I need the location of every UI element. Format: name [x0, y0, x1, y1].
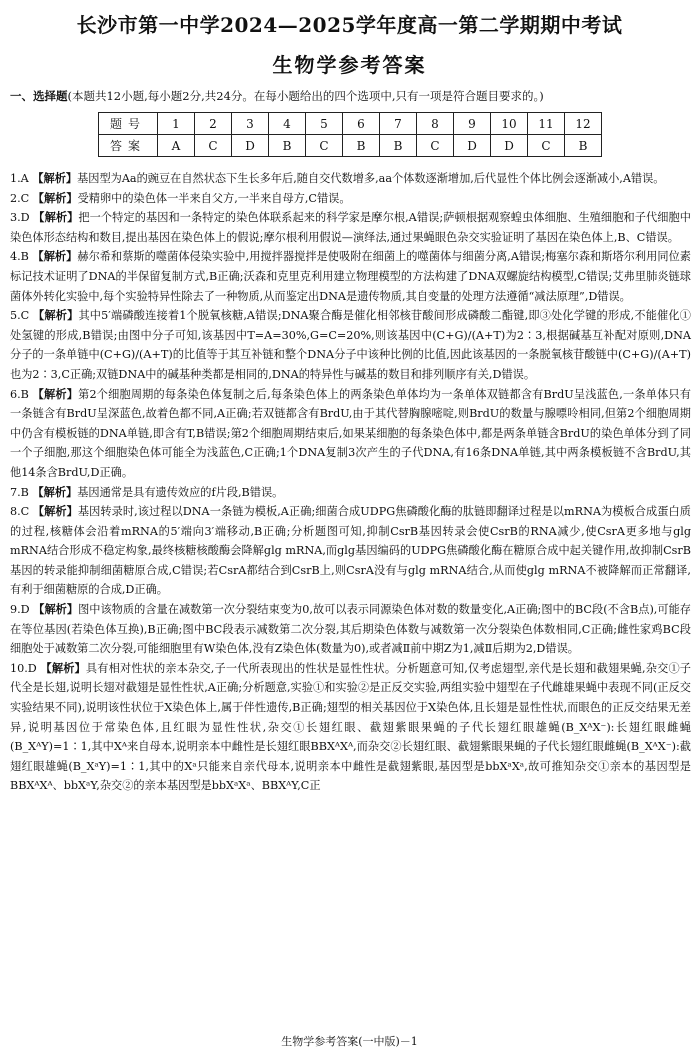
answer-table-number-row	[99, 113, 602, 135]
answer-cell: C	[417, 135, 454, 157]
question-number: 1	[158, 113, 195, 135]
page-subtitle: 生物学参考答案	[272, 53, 427, 77]
explanation-item	[10, 169, 691, 189]
item-tag: 【解析】	[32, 484, 78, 499]
explanation-item	[10, 659, 691, 796]
question-number: 5	[306, 113, 343, 135]
explanation-item	[10, 208, 691, 247]
question-number: 2	[195, 113, 232, 135]
item-number: 4.B	[10, 250, 29, 264]
answer-cell: C	[306, 135, 343, 157]
answer-cell: C	[528, 135, 565, 157]
item-tag: 【解析】	[32, 308, 79, 323]
section-note: (本题共12小题,每小题2分,共24分。在每小题给出的四个选项中,只有一项是符合题目要求的。)	[67, 89, 544, 103]
question-number: 12	[565, 113, 602, 135]
answer-cell: B	[565, 135, 602, 157]
item-number: 3.D	[10, 211, 30, 225]
item-number: 9.D	[10, 603, 30, 617]
item-tag: 【解析】	[32, 171, 78, 185]
item-number: 10.D	[10, 661, 37, 675]
item-text: 具有相对性状的亲本杂交,子一代所表现出的性状是显性性状。分析题意可知,仅考虑翅型,亲代是长翅和截翅果蝇,杂交①子代全是长翅,说明长翅对截翅是显性性状,A正确;分析题意,实验①和实验②是正反交实验,两组实验中翅型在子代雌雄果蝇中表现不同(正反交实验结果不同),说明该性状位于X染色体上,属于伴性遗传,B正确;翅型的相关基因位于X染色体,且长翅是显性性状,而眼色的正反交结果无差异,说明基因位于常染色体,且红眼为显性性状,杂交①长翅红眼、截翅紫眼果蝇的子代长翅红眼雄蝇(B_XᴬX⁻):长翅红眼雌蝇(B_XᴬY)=1∶1,其中Xᴬ来自母本,说明亲本中雌性是长翅红眼BBXᴬXᴬ,而杂交②长翅红眼、截翅紫眼果蝇的子代长翅红眼雌蝇(B_XᴬX⁻):截翅红眼雄蝇(B_XᵃY)=1∶1,其中的Xᵃ只能来自亲代母本,说明亲本中雌性是截翅紫眼,基因型是bbXᵃXᵃ,故可推知杂交①亲本的基因型是BBXᴬXᴬ、bbXᵃY,杂交②的亲本基因型是bbXᵃXᵃ、BBXᴬY,C正	[10, 661, 691, 793]
item-tag: 【解析】	[33, 602, 79, 617]
item-tag: 【解析】	[32, 249, 78, 264]
item-number: 7.B	[10, 485, 29, 499]
item-text: 受精卵中的染色体一半来自父方,一半来自母方,C错误。	[77, 191, 351, 205]
item-tag: 【解析】	[32, 386, 79, 401]
item-text: 基因型为Aa的豌豆在自然状态下生长多年后,随自交代数增多,aa个体数逐渐增加,后代显性个体比例会逐渐减小,A错误。	[77, 172, 665, 185]
answer-cell: B	[380, 135, 417, 157]
answer-cell: D	[232, 135, 269, 157]
answer-cell: D	[454, 135, 491, 157]
question-number: 8	[417, 113, 454, 135]
section-heading	[10, 88, 544, 104]
page-title: 长沙市第一中学2024—2025学年度高一第二学期期中考试	[76, 13, 623, 37]
item-number: 6.B	[10, 387, 29, 401]
answer-cell: D	[491, 135, 528, 157]
page-footer: 生物学参考答案(一中版)－1	[281, 1035, 418, 1048]
item-tag: 【解析】	[33, 210, 79, 225]
question-number: 6	[343, 113, 380, 135]
answer-table-answer-row	[99, 135, 602, 157]
explanation-item	[10, 502, 691, 600]
explanation-item	[10, 600, 691, 659]
explanation-item	[10, 385, 691, 483]
item-text: 基因通常是具有遗传效应的f片段,B错误。	[77, 485, 284, 499]
item-number: 8.C	[10, 505, 30, 519]
item-tag: 【解析】	[40, 660, 86, 675]
item-tag: 【解析】	[32, 190, 78, 205]
item-text: 把一个特定的基因和一条特定的染色体联系起来的科学家是摩尔根,A错误;萨顿根据观察蝗虫体细胞、生殖细胞和子代细胞中染色体形态结构和数目,提出基因在染色体上的假说;摩尔根利用假说—演绎法,通过果蝇眼色杂交实验证明了基因在染色体上,B、C错误。	[10, 211, 691, 244]
item-text: 图中该物质的含量在减数第一次分裂结束变为0,故可以表示同源染色体对数的数量变化,A正确;图中的BC段(不含B点),可能存在等位基因(若染色体互换),B正确;图中BC段表示减数第二次分裂,其后期染色体数与减数第一次分裂染色体数相同,C正确;雌性家鸡BC段细胞处于减数第二次分裂,可能细胞里有W染色体,没有Z染色体(数量为0),或者减Ⅱ前中期Z为1,减Ⅱ后期为2,D错误。	[10, 603, 691, 656]
explanation-item	[10, 306, 691, 384]
question-number: 10	[491, 113, 528, 135]
item-number: 1.A	[10, 172, 29, 185]
item-tag: 【解析】	[32, 504, 78, 519]
question-number: 11	[528, 113, 565, 135]
item-number: 2.C	[10, 191, 30, 205]
question-number: 7	[380, 113, 417, 135]
answer-cell: B	[343, 135, 380, 157]
answer-table	[98, 112, 602, 157]
question-number: 9	[454, 113, 491, 135]
item-text: 其中5′端磷酸连接着1个脱氧核糖,A错误;DNA聚合酶是催化相邻核苷酸间形成磷酸二酯键,即③处化学键的形成,不能催化①处氢键的形成,B错误;由图中分子可知,该基因中T=A=30%,G=C=20%,则该基因中(C+G)/(A+T)为2∶3,根据碱基互补配对原则,DNA分子的一条单链中(C+G)/(A+T)的比值等于其互补链和整个DNA分子中该种比例的比值,因此该基因的一条脱氧核苷酸链中(C+G)/(A+T)也为2∶3,C正确;双链DNA中的碱基种类都是相同的,DNA的特异性与碱基的数目和排列顺序有关,D错误。	[10, 309, 691, 381]
section-label: 一、选择题	[10, 89, 68, 103]
answer-cell: A	[158, 135, 195, 157]
answer-table-row-label: 题号	[99, 113, 158, 135]
explanation-item	[10, 483, 691, 503]
item-text: 基因转录时,该过程以DNA一条链为模板,A正确;细菌合成UDPG焦磷酸化酶的肽链即翻译过程是以mRNA为模板合成蛋白质的过程,核糖体会沿着mRNA的5′端向3′端移动,B正确;分析题图可知,抑制CsrB基因转录会使CsrB的RNA减少,使CsrA更多地与glg mRNA结合形成不稳定构象,最终核糖核酸酶会降解glg mRNA,而glg基因编码的UDPG焦磷酸化酶在糖原合成中起关键作用,故抑制CsrB基因的转录能抑制细菌糖原合成,C错误;若CsrA都结合到CsrB上,则CsrA没有与glg mRNA结合,从而使glg mRNA不被降解而正常翻译,有利于细菌糖原的合成,D正确。	[10, 505, 691, 597]
answer-explanations	[10, 169, 691, 796]
item-text: 第2个细胞周期的每条染色体复制之后,每条染色体上的两条染色单体均为一条单体双链都含有BrdU呈浅蓝色,一条单体只有一条链含有BrdU呈深蓝色,故着色都不同,A正确;若双链都含有BrdU,由于其代替胸腺嘧啶,则BrdU的数量与腺嘌呤相同,但第2个细胞周期中仍含有模板链的DNA单链,即含有T,B错误;第2个细胞周期结束后,如果某细胞的每条染色体中,都是两条单链含BrdU的染色单体分到了同一个子细胞,那这个细胞染色体可能全为浅蓝色,C正确;1个DNA复制3次产生的子代DNA,有16条DNA单链,其中两条模板链不含BrdU,其他14条含BrdU,D正确。	[10, 387, 691, 479]
question-number: 3	[232, 113, 269, 135]
question-number: 4	[269, 113, 306, 135]
explanation-item	[10, 189, 691, 209]
answer-table-row-label: 答案	[99, 135, 158, 157]
answer-cell: B	[269, 135, 306, 157]
item-number: 5.C	[10, 309, 30, 323]
answer-cell: C	[195, 135, 232, 157]
item-text: 赫尔希和蔡斯的噬菌体侵染实验中,用搅拌器搅拌是使吸附在细菌上的噬菌体与细菌分离,A错误;梅塞尔森和斯塔尔利用同位素标记技术证明了DNA的半保留复制方式,B正确;沃森和克里克利用建立物理模型的方法构建了DNA双螺旋结构模型,C错误;艾弗里肺炎链球菌体外转化实验中,每个实验特异性除去了一种物质,从而鉴定出DNA是遗传物质,其自变量的处理方法遵循“减法原理”,D错误。	[10, 250, 691, 303]
explanation-item	[10, 247, 691, 306]
